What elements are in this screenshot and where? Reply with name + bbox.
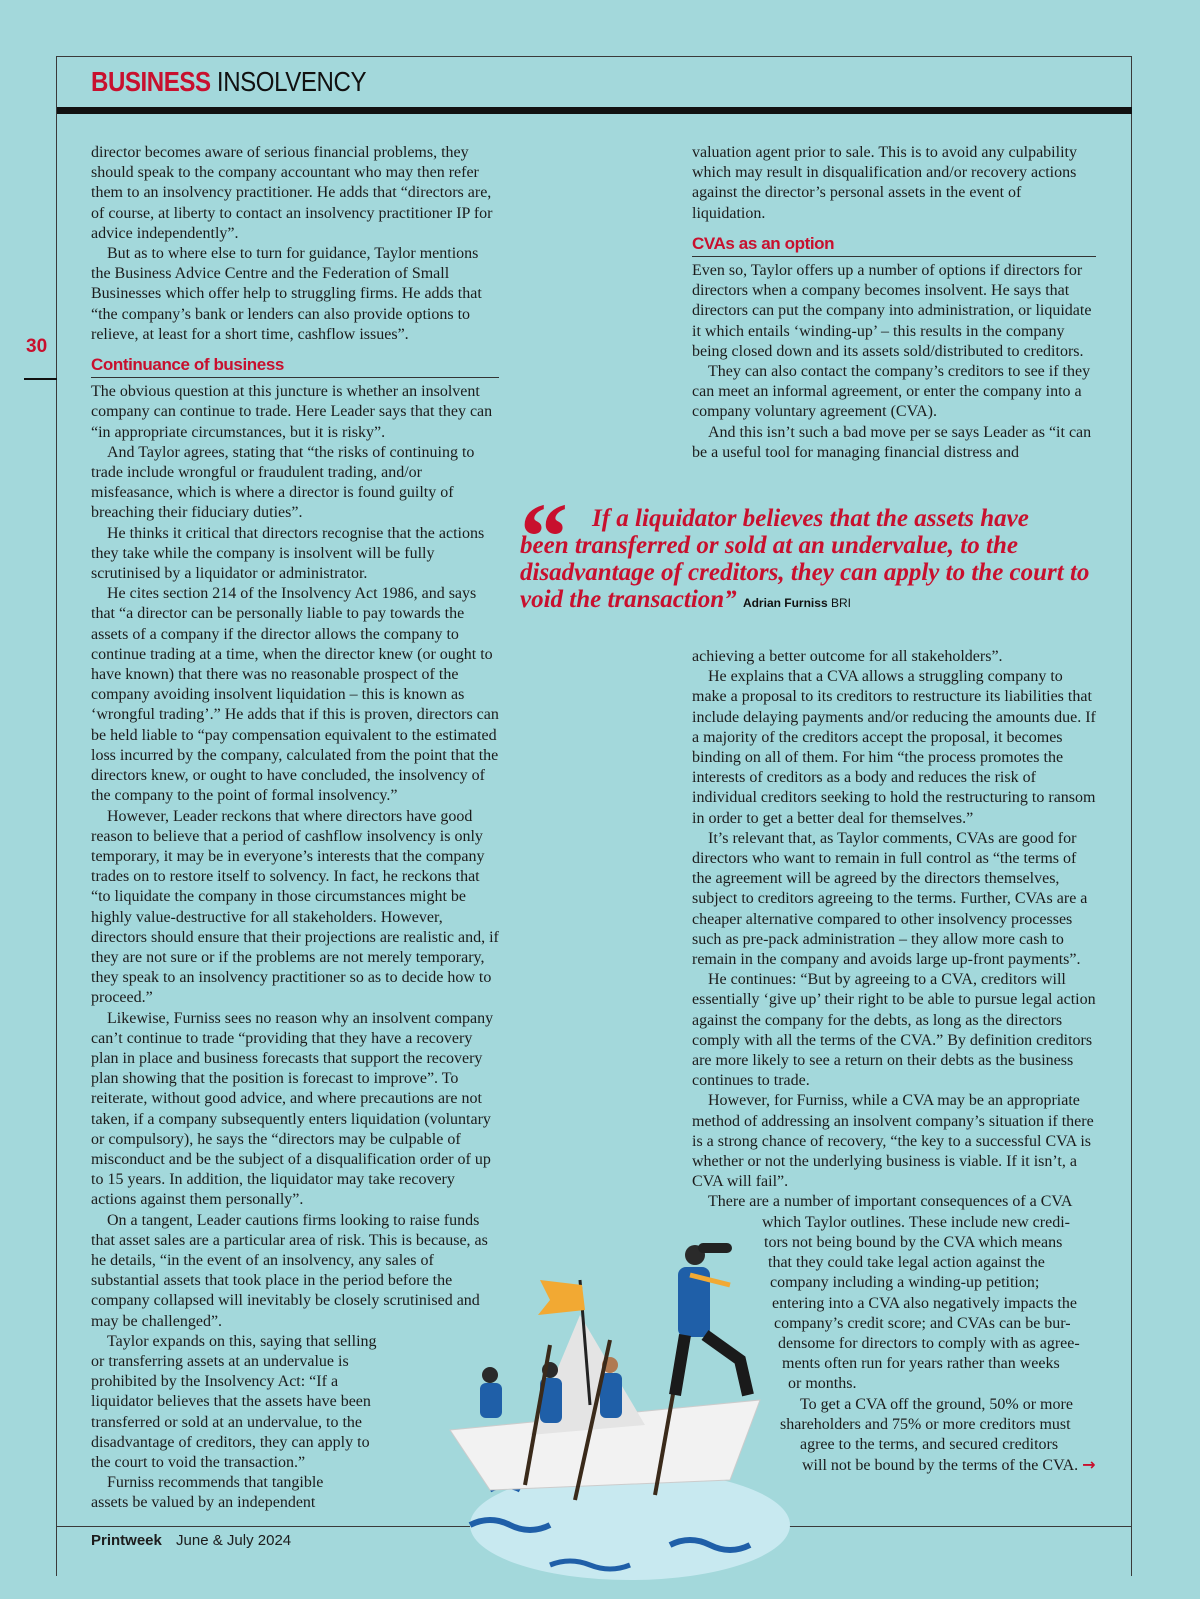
- quote-mark-icon: “: [520, 483, 568, 590]
- paragraph: He thinks it critical that directors recognise that the actions they take while the company is insolvent will be fully scrutinised by a liquidator or administrator.: [91, 524, 485, 583]
- paragraph: The obvious question at this juncture is whether an insolvent company can continue to trade. Here Leader says that they can “in appropriate circumstances, but it is risky”.: [91, 383, 493, 441]
- header-bar: [57, 107, 1132, 114]
- lookout-legs: [675, 1335, 748, 1395]
- text-line: densome for directors to comply with as agree-: [778, 1334, 1080, 1352]
- text-line-end: will not be bound by the terms of the CVA.: [802, 1457, 1079, 1475]
- pull-quote-first-line: If a liquidator believes that the assets have: [592, 505, 1029, 532]
- text-line: that they could take legal action against the: [768, 1254, 1045, 1272]
- paragraph: And Taylor agrees, stating that “the risks of continuing to trade include wrongful or fraudulent trading, and/or misfeasance, which is where a director is found guilty of breaching their fiduciary duties”.: [91, 443, 475, 522]
- text-line: tors not being bound by the CVA which means: [764, 1233, 1063, 1251]
- frame-left-rule: [56, 56, 57, 1576]
- paragraph: It’s relevant that, as Taylor comments, CVAs are good for directors who want to remain in full control as “the terms of the agreement will be agreed by the directors themselves, subject to creditors agreeing to the terms. Further, CVAs are a cheaper alternative compared to other insolvency processes such as pre-pack administration – they allow more cash to remain in the company and avoids large up-front payments”.: [692, 829, 1088, 969]
- subheading-cvas: CVAs as an option: [692, 234, 1096, 257]
- text-line: There are a number of important consequences of a CVA: [708, 1193, 1073, 1211]
- magazine-name: Printweek: [91, 1532, 162, 1549]
- text-line: entering into a CVA also negatively impacts the: [772, 1294, 1077, 1312]
- subheading-continuance: Continuance of business: [91, 355, 499, 378]
- paragraph: However, Leader reckons that where directors have good reason to believe that a period of cashflow insolvency is only temporary, it may be in everyone’s interests that the company trades on to restore itself to solvency. In fact, he reckons that “to liquidate the company in those circumstances might be highly value-destructive for all stakeholders. However, directors should ensure that their projections are realistic and, if they are not sure or if the problems are not merely temporary, they speak to an insolvency practitioner so as to decide how to proceed.”: [91, 807, 499, 1007]
- paragraph: valuation agent prior to sale. This is to avoid any culpability which may result in disqualification and/or recovery actions against the director’s personal assets in the event of liquidation.: [692, 144, 1077, 222]
- paragraph: Taylor expands on this, saying that selling or transferring assets at an undervalue is prohibited by the Insolvency Act: “If a liquidator believes that the assets have been transferred or sold at an undervalue, to the disadvantage of creditors, they can apply to the court to void the transaction.”: [91, 1332, 377, 1471]
- pull-quote-attribution: [743, 596, 851, 610]
- flag: [538, 1280, 585, 1315]
- paragraph: On a tangent, Leader cautions firms looking to raise funds that asset sales are a particular area of risk. This is because, as he details, “in the event of an insolvency, any sales of substantial assets that took place in the period before the company collapsed will inevitably be closely scrutinised and may be challenged”.: [91, 1211, 488, 1330]
- quote-author: Adrian Furniss: [742, 596, 828, 610]
- telescope-icon: [698, 1243, 732, 1253]
- paragraph: And this isn’t such a bad move per se says Leader as “it can be a useful tool for managing financial distress and: [692, 423, 1092, 461]
- text-line: company including a winding-up petition;: [770, 1274, 1040, 1292]
- section-header: [91, 66, 366, 98]
- paragraph: Furniss recommends that tangible assets be valued by an independent: [91, 1474, 324, 1512]
- paragraph: Likewise, Furniss sees no reason why an insolvent company can’t continue to trade “providing that they have a recovery plan in place and business forecasts that support the recovery plan showing that the position is forecast to improve”. To reiterate, without good advice, and where precautions are not taken, if a company subsequently enters liquidation (voluntary or compulsory), he says the “directors may be culpable of misconduct and be the subject of a disqualification order of up to 15 years. In addition, the liquidator may take recovery actions against them personally”.: [91, 1009, 494, 1209]
- paragraph: They can also contact the company’s creditors to see if they can meet an informal agreement, or enter the company into a company voluntary agreement (CVA).: [692, 363, 1091, 421]
- issue-date: June & July 2024: [176, 1532, 292, 1549]
- section-topic: INSOLVENCY: [216, 66, 367, 97]
- rower-body: [480, 1383, 502, 1418]
- section-name: BUSINESS: [91, 66, 211, 97]
- text-line: company’s credit score; and CVAs can be bur-: [774, 1314, 1071, 1332]
- page-number-rule: [24, 378, 57, 380]
- text-line: agree to the terms, and secured creditors: [800, 1435, 1059, 1453]
- text-line: which Taylor outlines. These include new credi-: [762, 1213, 1070, 1231]
- text-line: ments often run for years rather than weeks: [782, 1355, 1060, 1373]
- pull-quote: [520, 483, 1110, 617]
- paragraph: He continues: “But by agreeing to a CVA, creditors will essentially ‘give up’ their right to be able to pursue legal action against the company for the debts, as long as the directors comply with all the terms of the CVA.” By definition creditors are more likely to see a return on their debts as the business continues to trade.: [692, 971, 1096, 1090]
- text-line: shareholders and 75% or more creditors must: [780, 1415, 1071, 1433]
- page-number: 30: [26, 336, 48, 357]
- footer: [91, 1532, 291, 1549]
- paragraph: However, for Furniss, while a CVA may be an appropriate method of addressing an insolvent company’s situation if there is a strong chance of recovery, “the key to a successful CVA is whether or not the underlying business is viable. If it isn’t, a CVA will fail”.: [692, 1092, 1094, 1191]
- frame-right-rule: [1131, 56, 1132, 1576]
- text-line: To get a CVA off the ground, 50% or more: [800, 1395, 1073, 1413]
- paragraph: director becomes aware of serious financial problems, they should speak to the company accountant who may then refer them to an insolvency practitioner. He adds that “directors are, of course, at liberty to contact an insolvency practitioner IP for advice independently”.: [91, 144, 493, 242]
- boat-illustration: [430, 1225, 830, 1595]
- quote-organisation: BRI: [830, 596, 851, 610]
- column-right-top: [692, 143, 1096, 463]
- paragraph: He explains that a CVA allows a struggling company to make a proposal to its creditors to restructure its liabilities that include delaying payments and/or reducing the amounts due. If a majority of the creditors accept the proposal, it becomes binding on all of them. For him “the process promotes the interests of creditors as a body and reduces the risk of individual creditors seeking to hold the restructuring to ransom in order to get a better deal for themselves.”: [692, 668, 1096, 827]
- rower-head: [482, 1367, 498, 1383]
- continue-arrow-icon: →: [1082, 1455, 1096, 1475]
- paragraph: He cites section 214 of the Insolvency Act 1986, and says that “a director can be personally liable to pay towards the assets of a company if the director allows the company to continue trading at a time, when the director knew (or ought to have known) that there was no reasonable prospect of the company avoiding insolvent liquidation – this is known as ‘wrongful trading’.” He adds that if this is proven, directors can be held liable to “pay compensation equivalent to the estimated loss incurred by the company, calculated from the point that the directors knew, or ought to have concluded, the insolvency of the company to the point of formal insolvency.”: [91, 585, 499, 805]
- paragraph: Even so, Taylor offers up a number of options if directors for directors when a company becomes insolvent. He says that directors can put the company into administration, or liquidate it which entails ‘winding-up’ – this results in the company being closed down and its assets sold/distributed to creditors.: [692, 262, 1092, 360]
- text-line: or months.: [788, 1375, 857, 1393]
- paragraph: achieving a better outcome for all stakeholders”.: [692, 648, 1003, 665]
- frame-top-rule: [56, 56, 1132, 57]
- paragraph: But as to where else to turn for guidance, Taylor mentions the Business Advice Centre and the Federation of Small Businesses which offer help to struggling firms. He adds that “the company’s bank or lenders can also provide options to relieve, at least for a short time, cashflow issues”.: [91, 245, 482, 343]
- pull-quote-text: been transferred or sold at an undervalue, to the disadvantage of creditors, they can apply to the court to void the transaction”: [520, 532, 1090, 613]
